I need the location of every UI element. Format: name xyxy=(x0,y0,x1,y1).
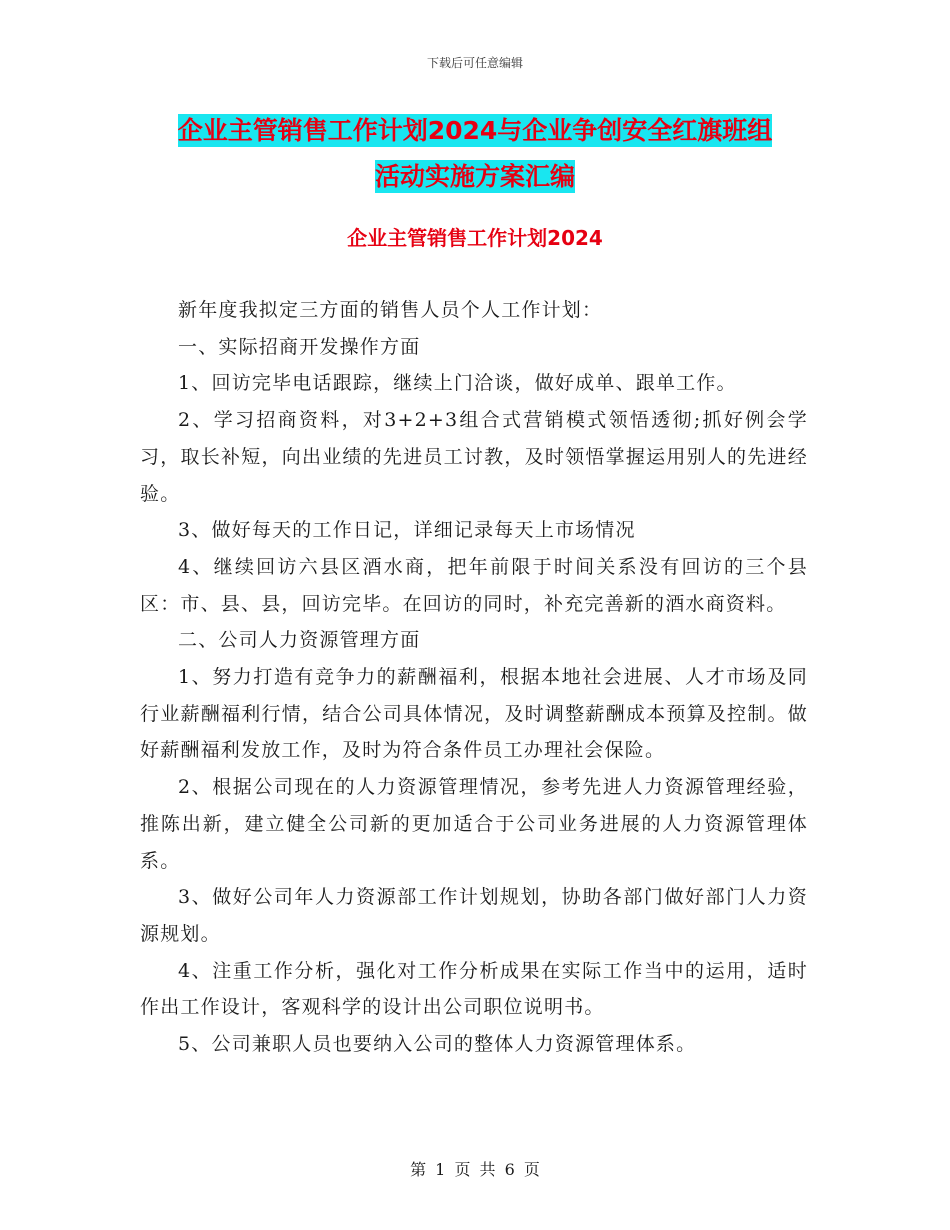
title-line-2: 活动实施方案汇编 xyxy=(374,162,575,191)
paragraph: 新年度我拟定三方面的销售人员个人工作计划： xyxy=(178,299,603,321)
paragraph: 5、公司兼职人员也要纳入公司的整体人力资源管理体系。 xyxy=(178,1033,697,1056)
paragraph: 1、回访完毕电话跟踪，继续上门洽谈，做好成单、跟单工作。 xyxy=(178,372,737,395)
paragraph: 4、继续回访六县区酒水商，把年前限于时间关系没有回访的三个县区：市、县、县，回访完毕。在回访的同时，补充完善新的酒水商资料。 xyxy=(140,555,808,615)
heading-paragraph: 二、公司人力资源管理方面 xyxy=(178,629,421,652)
paragraph: 2、根据公司现在的人力资源管理情况，参考先进人力资源管理经验，推陈出新，建立健全公司新的更加适合于公司业务进展的人力资源管理体系。 xyxy=(140,776,808,872)
paragraph: 3、做好公司年人力资源部工作计划规划，协助各部门做好部门人力资源规划。 xyxy=(140,886,808,945)
heading-paragraph: 一、实际招商开发操作方面 xyxy=(178,335,421,358)
title-line-1: 企业主管销售工作计划2024与企业争创安全红旗班组 xyxy=(177,116,773,145)
document-title xyxy=(130,108,820,200)
paragraph: 1、努力打造有竞争力的薪酬福利，根据本地社会进展、人才市场及同行业薪酬福利行情，结合公司具体情况，及时调整薪酬成本预算及控制。做好薪酬福利发放工作，及时为符合条件员工办理社会保险。 xyxy=(140,666,808,762)
header-note: 下载后可任意编辑 xyxy=(426,56,523,70)
paragraph: 2、学习招商资料，对3+2+3组合式营销模式领悟透彻;抓好例会学习，取长补短，向出业绩的先进员工讨教，及时领悟掌握运用别人的先进经验。 xyxy=(140,409,808,505)
paragraph: 3、做好每天的工作日记，详细记录每天上市场情况 xyxy=(178,519,636,542)
section-title: 企业主管销售工作计划2024 xyxy=(347,226,603,250)
page-footer: 第 1 页 共 6 页 xyxy=(410,1160,540,1179)
paragraph: 4、注重工作分析，强化对工作分析成果在实际工作当中的运用，适时作出工作设计，客观科学的设计出公司职位说明书。 xyxy=(140,959,808,1019)
body-text xyxy=(140,292,808,1063)
